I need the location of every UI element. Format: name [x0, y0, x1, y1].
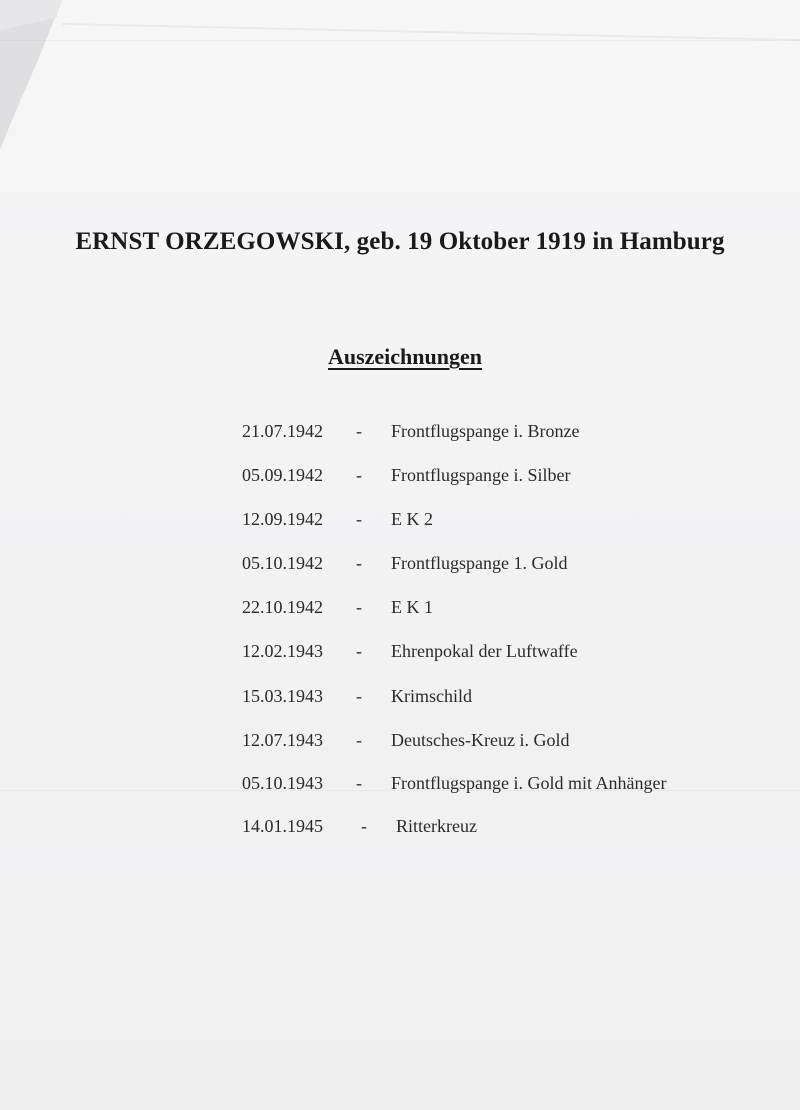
- award-separator: -: [356, 597, 362, 617]
- award-name: E K 1: [391, 597, 433, 617]
- award-date: 14.01.1945: [242, 816, 323, 836]
- award-date: 05.09.1942: [242, 465, 323, 485]
- award-row: [0, 773, 800, 799]
- award-row: [0, 421, 800, 447]
- award-date: 15.03.1943: [242, 686, 323, 706]
- award-date: 05.10.1943: [242, 773, 323, 793]
- award-name: Deutsches-Kreuz i. Gold: [391, 730, 570, 750]
- award-row: [0, 686, 800, 712]
- award-name: E K 2: [391, 509, 433, 529]
- award-name: Frontflugspange i. Gold mit Anhänger: [391, 773, 667, 793]
- award-separator: -: [356, 641, 362, 661]
- award-row: [0, 509, 800, 535]
- document-title: ERNST ORZEGOWSKI, geb. 19 Oktober 1919 in Hamburg: [75, 228, 725, 255]
- award-separator: -: [361, 816, 367, 836]
- award-separator: -: [356, 773, 362, 793]
- award-separator: -: [356, 421, 362, 441]
- award-date: 12.07.1943: [242, 730, 323, 750]
- award-separator: -: [356, 509, 362, 529]
- award-name: Frontflugspange i. Silber: [391, 465, 571, 485]
- award-row: [0, 553, 800, 579]
- award-row: [0, 597, 800, 623]
- award-separator: -: [356, 465, 362, 485]
- award-date: 22.10.1942: [242, 597, 323, 617]
- award-name: Ritterkreuz: [396, 816, 477, 836]
- award-name: Ehrenpokal der Luftwaffe: [391, 641, 578, 661]
- award-row: [0, 816, 800, 842]
- award-date: 05.10.1942: [242, 553, 323, 573]
- award-row: [0, 465, 800, 491]
- award-date: 21.07.1942: [242, 421, 323, 441]
- award-date: 12.09.1942: [242, 509, 323, 529]
- award-date: 12.02.1943: [242, 641, 323, 661]
- award-separator: -: [356, 686, 362, 706]
- award-separator: -: [356, 553, 362, 573]
- award-row: [0, 641, 800, 667]
- award-name: Frontflugspange i. Bronze: [391, 421, 580, 441]
- section-heading: Auszeichnungen: [327, 344, 483, 369]
- award-row: [0, 730, 800, 756]
- award-name: Frontflugspange 1. Gold: [391, 553, 568, 573]
- award-separator: -: [356, 730, 362, 750]
- award-name: Krimschild: [391, 686, 472, 706]
